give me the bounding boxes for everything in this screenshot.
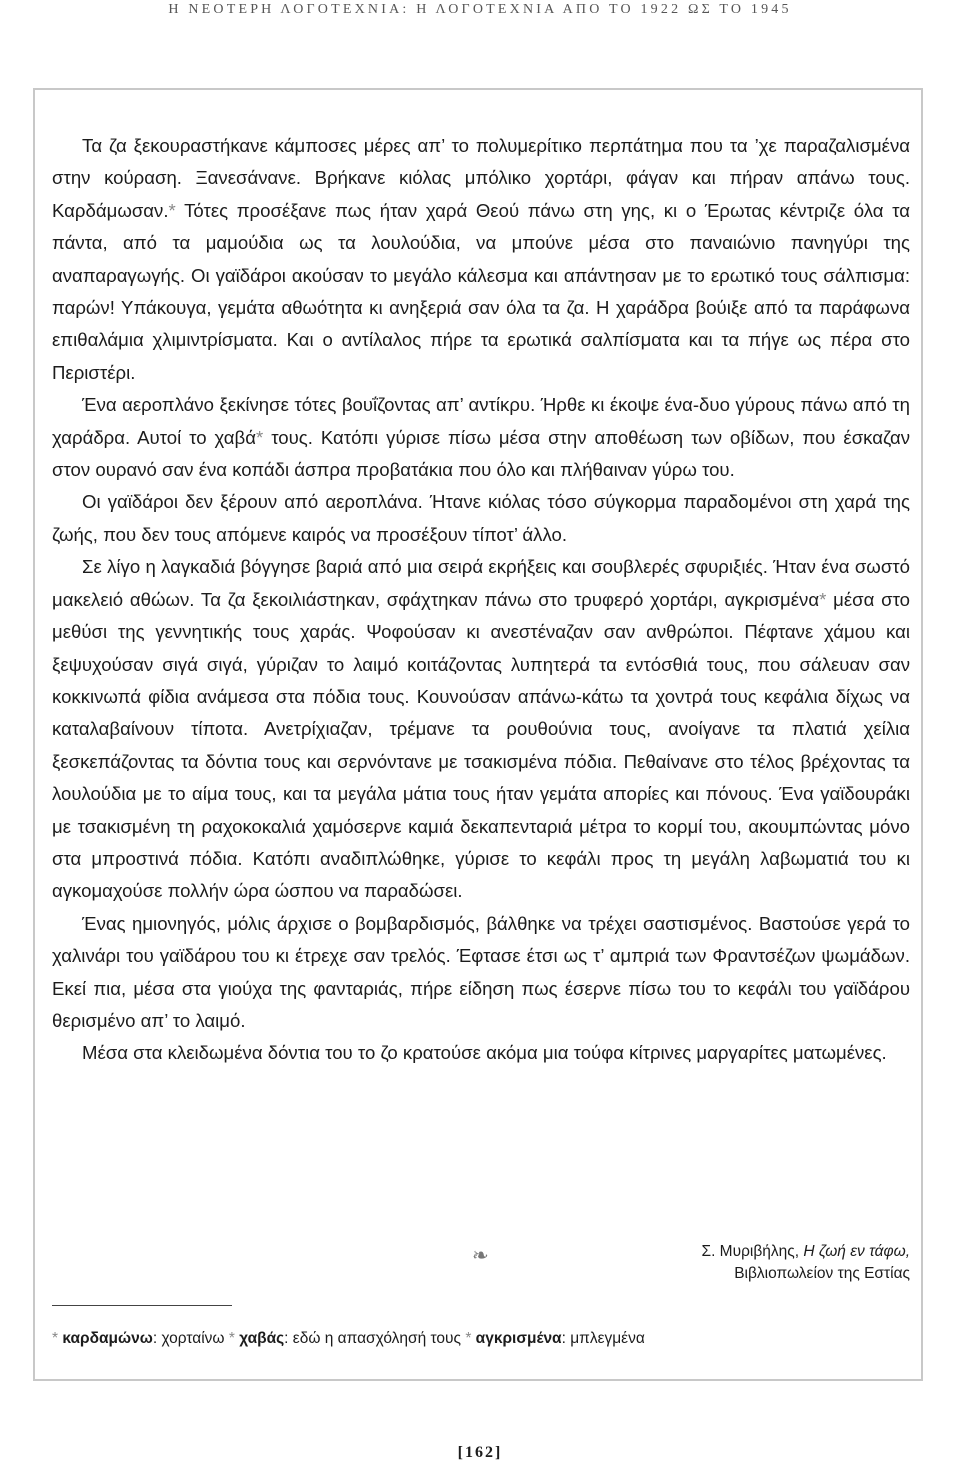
running-header: Η ΝΕΟΤΕΡΗ ΛΟΓΟΤΕΧΝΙΑ: Η ΛΟΓΟΤΕΧΝΙΑ ΑΠΟ ΤΟ 1922 ΩΣ ΤΟ 1945 [168, 2, 792, 17]
paragraph-2: Ένα αεροπλάνο ξεκίνησε τότες βουΐζοντας απ’ αντίκρυ. Ήρθε κι έκοψε ένα-δυο γύρους πάνω από τη χαράδρα. Αυτοί το χαβά* τους. Κατόπι γύρισε πίσω μέσα στην αποθέωση των οβίδων, που έσκαζαν στον ουρανό σαν ένα κοπάδι άσπρα προβατάκια που όλο και πλήθαιναν γύρω του. [52, 394, 910, 481]
main-text [52, 130, 910, 1070]
page-number: [162] [457, 1444, 503, 1461]
fleuron-ornament-icon: ❧ [472, 1243, 489, 1267]
source-citation [701, 1241, 910, 1285]
paragraph-1: Τα ζα ξεκουραστήκανε κάμποσες μέρες απ’ το πολυμερίτικο περπάτημα που τα ’χε παραζαλισμένα στην κούραση. Ξανεσάνανε. Βρήκανε κιόλας μπόλικο χορτάρι, φάγαν και πήραν απάνω τους. Καρδάμωσαν.* Τότες προσέξανε πως ήταν χαρά Θεού πάνω στη γης, κι ο Έρωτας κέντριζε όλα τα πάντα, από τα μαμούδια ως τα λουλούδια, να μπούνε μέσα στο παναιώνιο πανηγύρι της αναπαραγωγής. Οι γαϊδάροι ακούσαν το μεγάλο κάλεσμα και απάντησαν με το ερωτικό τους σάλπισμα: παρών! Υπάκουγα, γεμάτα αθωότητα κι ανηξεριά σαν όλα τα ζα. Η χαράδρα βούιξε από τα παράφωνα επιθαλάμια χλιμιντρίσματα. Και ο αντίλαλος πήρε τα ερωτικά σαλπίσματα και τα πήγε ως πέρα στο Περιστέρι. [52, 135, 910, 383]
footnote-marker: * [256, 426, 264, 448]
publisher: Βιβλιοπωλείον της Εστίας [734, 1265, 910, 1282]
footnote-marker: * [819, 588, 827, 610]
footnote-marker: * [168, 199, 176, 221]
gloss-term: αγκρισμένα [475, 1330, 562, 1347]
footnote-rule [52, 1305, 232, 1306]
gloss-term: χαβάς [239, 1330, 285, 1347]
paragraph-6: Μέσα στα κλειδωμένα δόντια του το ζο κρατούσε ακόμα μια τούφα κίτρινες μαργαρίτες ματωμένες. [82, 1042, 887, 1064]
gloss-term: καρδαμώνω [62, 1330, 153, 1347]
paragraph-4: Σε λίγο η λαγκαδιά βόγγησε βαριά από μια σειρά εκρήξεις και σουβλερές σφυριξιές. Ήταν ένα σωστό μακελειό αθώων. Τα ζα ξεκοιλιάστηκαν, σφάχτηκαν πάνω στο τρυφερό χορτάρι, αγκρισμένα* μέσα στο μεθύσι της γεννητικής τους χαράς. Ψοφούσαν κι ανεστέναζαν σαν ανθρώποι. Πέφτανε χάμου και ξεψυχούσαν σιγά σιγά, γύριζαν το λαιμό κοιτάζοντας λυπητερά τα εντόσθιά τους, που σάλευαν σαν κοκκινωπά φίδια ανάμεσα στα πόδια τους. Κουνούσαν απάνω-κάτω τα χοντρά τους κεφάλια δίχως να καταλαβαίνουν τίποτα. Ανετρίχιαζαν, τρέμανε τα ρουθούνια τους, ανοίγανε τα πλατιά χείλια ξεσκεπάζοντας τα δόντια τους και σερνόντανε με τσακισμένα πόδια. Πεθαίνανε στο τέλος βρέχοντας τα λουλούδια με το αίμα τους, και τα μεγάλα μάτια τους ήταν γεμάτα απορίες και πόνους. Ένα γαϊδουράκι με τσακισμένη τη ραχοκοκαλιά χαμόσερνε καμιά δεκαπενταριά μέτρα το κορμί του, ακουμπώντας μόνο στα μπροστινά πόδια. Κατόπι αναδιπλώθηκε, γύρισε το κεφάλι προς τη μεγάλη λαβωματιά του κι αγκομαχούσε πολλήν ώρα ώσπου να παραδώσει. [52, 556, 911, 902]
paragraph-3: Οι γαϊδάροι δεν ξέρουν από αεροπλάνα. Ήτανε κιόλας τόσο σύγκορμα παραδομένοι στη χαρά της ζωής, που δεν τους απόμενε καιρός να προσέξουν τίποτ’ άλλο. [52, 491, 910, 545]
paragraph-5: Ένας ημιονηγός, μόλις άρχισε ο βομβαρδισμός, βάλθηκε να τρέχει σαστισμένος. Βαστούσε γερά το χαλινάρι του γαϊδάρου του κι έτρεχε σαν τρελός. Έφτασε έτσι ως τ’ αμπριά των Φραντσέζων ψωμάδων. Εκεί πια, μέσα στα γιούχα της φανταριάς, πήρε είδηση πως έσερνε πίσω του το κεφάλι του γαϊδάρου θερισμένο απ’ το λαιμό. [52, 912, 910, 1031]
glossary: * καρδαμώνω: χορταίνω * χαβάς: εδώ η απασχόλησή τους * αγκρισμένα: μπλεγμένα [52, 1330, 645, 1347]
work-title: Η ζωή εν τάφω, [803, 1243, 910, 1260]
source-line-1: Σ. Μυριβήλης, Η ζωή εν τάφω, [701, 1243, 910, 1260]
